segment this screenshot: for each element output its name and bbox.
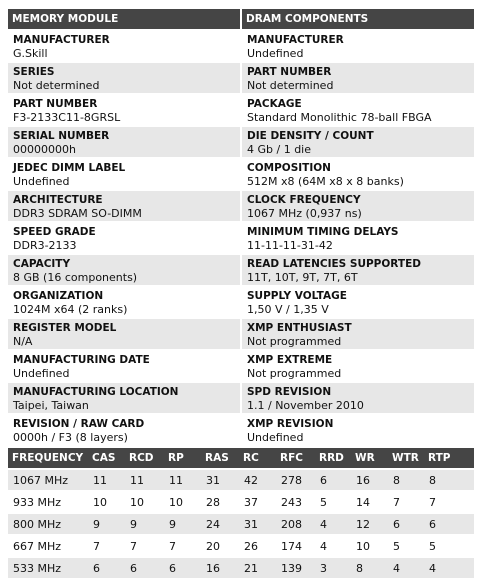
info-field bbox=[8, 223, 240, 253]
info-field bbox=[242, 319, 474, 349]
field-label: MINIMUM TIMING DELAYS bbox=[247, 226, 399, 238]
info-field bbox=[8, 95, 240, 125]
timing-cell: 174 bbox=[276, 535, 315, 557]
memory-module-column bbox=[8, 9, 240, 445]
timing-cell: 28 bbox=[201, 491, 239, 513]
timing-cell: 4 bbox=[424, 557, 474, 578]
info-field bbox=[242, 159, 474, 189]
timing-table bbox=[8, 448, 474, 578]
timing-column-header: RFC bbox=[280, 452, 303, 464]
field-label: MANUFACTURER bbox=[13, 34, 110, 46]
timing-table-header bbox=[8, 448, 474, 469]
timing-cell: 14 bbox=[351, 491, 388, 513]
frequency-cell: 933 MHz bbox=[8, 491, 88, 513]
info-field bbox=[242, 31, 474, 61]
info-field bbox=[242, 63, 474, 93]
timing-cell: 5 bbox=[424, 535, 474, 557]
timing-cell: 11 bbox=[125, 469, 164, 491]
info-field bbox=[8, 415, 240, 445]
timing-cell: 6 bbox=[88, 557, 125, 578]
timing-cell: 5 bbox=[315, 491, 351, 513]
field-label: MANUFACTURER bbox=[247, 34, 344, 46]
field-value: 4 Gb / 1 die bbox=[247, 143, 312, 156]
field-value: Not determined bbox=[247, 79, 334, 92]
timing-cell: 7 bbox=[164, 535, 201, 557]
table-row bbox=[8, 469, 474, 491]
info-field bbox=[8, 63, 240, 93]
field-label: SUPPLY VOLTAGE bbox=[247, 290, 347, 302]
timing-cell: 42 bbox=[239, 469, 276, 491]
field-value: Standard Monolithic 78-ball FBGA bbox=[247, 111, 432, 124]
field-value: Taipei, Taiwan bbox=[13, 399, 89, 412]
dram-components-fields bbox=[242, 29, 474, 445]
field-label: JEDEC DIMM LABEL bbox=[13, 162, 126, 174]
field-label: CLOCK FREQUENCY bbox=[247, 194, 361, 206]
table-row bbox=[8, 557, 474, 578]
info-field bbox=[8, 159, 240, 189]
timing-cell: 10 bbox=[351, 535, 388, 557]
timing-cell: 4 bbox=[388, 557, 424, 578]
info-field bbox=[8, 31, 240, 61]
field-value: 11-11-11-31-42 bbox=[247, 239, 333, 252]
timing-column-header: RCD bbox=[129, 452, 154, 464]
field-label: MANUFACTURING DATE bbox=[13, 354, 150, 366]
timing-cell: 8 bbox=[388, 469, 424, 491]
timing-cell: 12 bbox=[351, 513, 388, 535]
field-value: Not programmed bbox=[247, 367, 342, 380]
info-field bbox=[8, 191, 240, 221]
info-field bbox=[8, 127, 240, 157]
timing-cell: 11 bbox=[164, 469, 201, 491]
field-label: SPEED GRADE bbox=[13, 226, 96, 238]
field-value: Not determined bbox=[13, 79, 100, 92]
field-label: DIE DENSITY / COUNT bbox=[247, 130, 374, 142]
frequency-cell: 1067 MHz bbox=[8, 469, 88, 491]
field-value: 00000000h bbox=[13, 143, 76, 156]
timing-cell: 5 bbox=[388, 535, 424, 557]
timing-cell: 7 bbox=[125, 535, 164, 557]
field-label: SPD REVISION bbox=[247, 386, 332, 398]
frequency-cell: 533 MHz bbox=[8, 557, 88, 578]
field-value: Undefined bbox=[247, 431, 304, 444]
field-value: G.Skill bbox=[13, 47, 48, 60]
field-label: MANUFACTURING LOCATION bbox=[13, 386, 179, 398]
field-label: SERIES bbox=[13, 66, 55, 78]
field-label: COMPOSITION bbox=[247, 162, 331, 174]
timing-column-header: WTR bbox=[392, 452, 419, 464]
field-label: SERIAL NUMBER bbox=[13, 130, 110, 142]
spd-info-panel bbox=[8, 9, 474, 578]
info-field bbox=[242, 223, 474, 253]
field-label: ARCHITECTURE bbox=[13, 194, 103, 206]
timing-cell: 21 bbox=[239, 557, 276, 578]
timing-cell: 139 bbox=[276, 557, 315, 578]
dram-components-column bbox=[242, 9, 474, 445]
field-label: PART NUMBER bbox=[13, 98, 98, 110]
timing-column-header: WR bbox=[355, 452, 375, 464]
field-value: 1,50 V / 1,35 V bbox=[247, 303, 329, 316]
info-field bbox=[8, 287, 240, 317]
timing-cell: 7 bbox=[424, 491, 474, 513]
field-value: 11T, 10T, 9T, 7T, 6T bbox=[247, 271, 358, 284]
field-label: REVISION / RAW CARD bbox=[13, 418, 145, 430]
timing-cell: 8 bbox=[351, 557, 388, 578]
field-label: ORGANIZATION bbox=[13, 290, 104, 302]
field-label: XMP EXTREME bbox=[247, 354, 333, 366]
timing-cell: 10 bbox=[125, 491, 164, 513]
field-value: Not programmed bbox=[247, 335, 342, 348]
timing-cell: 208 bbox=[276, 513, 315, 535]
timing-column-header: RTP bbox=[428, 452, 451, 464]
timing-cell: 16 bbox=[201, 557, 239, 578]
timing-cell: 9 bbox=[88, 513, 125, 535]
field-value: 1067 MHz (0,937 ns) bbox=[247, 207, 362, 220]
timing-cell: 26 bbox=[239, 535, 276, 557]
timing-cell: 31 bbox=[239, 513, 276, 535]
timing-cell: 20 bbox=[201, 535, 239, 557]
field-value: F3-2133C11-8GRSL bbox=[13, 111, 121, 124]
field-value: Undefined bbox=[247, 47, 304, 60]
field-value: Undefined bbox=[13, 175, 70, 188]
timing-cell: 7 bbox=[88, 535, 125, 557]
table-row bbox=[8, 535, 474, 557]
info-field bbox=[242, 351, 474, 381]
timing-cell: 6 bbox=[315, 469, 351, 491]
timing-column-header: CAS bbox=[92, 452, 116, 464]
timing-cell: 7 bbox=[388, 491, 424, 513]
field-value: DDR3 SDRAM SO-DIMM bbox=[13, 207, 142, 220]
field-label: REGISTER MODEL bbox=[13, 322, 117, 334]
timing-column-header: FREQUENCY bbox=[12, 452, 84, 464]
timing-cell: 24 bbox=[201, 513, 239, 535]
timing-cell: 243 bbox=[276, 491, 315, 513]
timing-column-header: RC bbox=[243, 452, 259, 464]
timing-cell: 6 bbox=[424, 513, 474, 535]
timing-cell: 6 bbox=[388, 513, 424, 535]
spd-columns bbox=[8, 9, 474, 445]
timing-column-header: RRD bbox=[319, 452, 344, 464]
timing-cell: 9 bbox=[164, 513, 201, 535]
timing-cell: 10 bbox=[164, 491, 201, 513]
timing-cell: 4 bbox=[315, 535, 351, 557]
field-value: 8 GB (16 components) bbox=[13, 271, 138, 284]
info-field bbox=[242, 191, 474, 221]
field-label: CAPACITY bbox=[13, 258, 71, 270]
timing-cell: 6 bbox=[164, 557, 201, 578]
info-field bbox=[242, 287, 474, 317]
field-value: DDR3-2133 bbox=[13, 239, 77, 252]
info-field bbox=[242, 383, 474, 413]
timing-cell: 16 bbox=[351, 469, 388, 491]
timing-cell: 9 bbox=[125, 513, 164, 535]
field-value: 1.1 / November 2010 bbox=[247, 399, 364, 412]
info-field bbox=[8, 383, 240, 413]
timing-cell: 10 bbox=[88, 491, 125, 513]
dram-components-header: DRAM COMPONENTS bbox=[242, 9, 474, 29]
timing-cell: 31 bbox=[201, 469, 239, 491]
timing-column-header: RP bbox=[168, 452, 184, 464]
memory-module-fields bbox=[8, 29, 240, 445]
field-label: READ LATENCIES SUPPORTED bbox=[247, 258, 421, 270]
info-field bbox=[242, 95, 474, 125]
timing-cell: 278 bbox=[276, 469, 315, 491]
info-field bbox=[8, 319, 240, 349]
frequency-cell: 800 MHz bbox=[8, 513, 88, 535]
timing-cell: 11 bbox=[88, 469, 125, 491]
field-value: Undefined bbox=[13, 367, 70, 380]
table-row bbox=[8, 491, 474, 513]
field-label: PACKAGE bbox=[247, 98, 302, 110]
timing-column-header: RAS bbox=[205, 452, 229, 464]
field-value: 1024M x64 (2 ranks) bbox=[13, 303, 128, 316]
timing-cell: 8 bbox=[424, 469, 474, 491]
info-field bbox=[242, 127, 474, 157]
timing-cell: 3 bbox=[315, 557, 351, 578]
field-label: PART NUMBER bbox=[247, 66, 332, 78]
info-field bbox=[242, 255, 474, 285]
timing-cell: 37 bbox=[239, 491, 276, 513]
timing-cell: 4 bbox=[315, 513, 351, 535]
frequency-cell: 667 MHz bbox=[8, 535, 88, 557]
field-value: 0000h / F3 (8 layers) bbox=[13, 431, 128, 444]
field-label: XMP ENTHUSIAST bbox=[247, 322, 352, 334]
table-row bbox=[8, 513, 474, 535]
field-value: N/A bbox=[13, 335, 33, 348]
info-field bbox=[242, 415, 474, 445]
field-label: XMP REVISION bbox=[247, 418, 334, 430]
timing-header-row bbox=[8, 448, 474, 469]
memory-module-header: MEMORY MODULE bbox=[8, 9, 240, 29]
timing-cell: 6 bbox=[125, 557, 164, 578]
field-value: 512M x8 (64M x8 x 8 banks) bbox=[247, 175, 404, 188]
info-field bbox=[8, 351, 240, 381]
info-field bbox=[8, 255, 240, 285]
timing-table-body bbox=[8, 469, 474, 578]
